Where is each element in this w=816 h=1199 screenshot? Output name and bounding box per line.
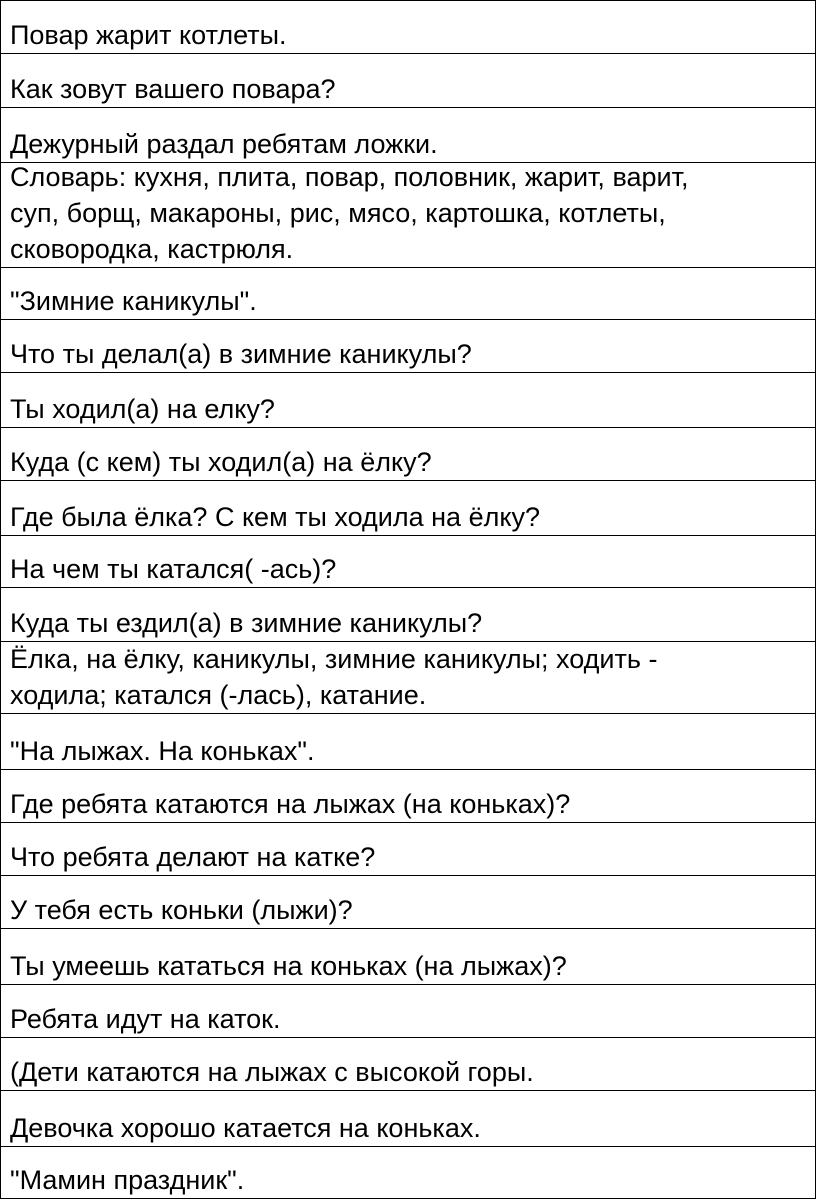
row-text: "Мамин праздник". <box>10 1165 245 1195</box>
table-row <box>1 54 815 108</box>
row-text: У тебя есть коньки (лыжи)? <box>10 895 353 925</box>
row-text: "Зимние каникулы". <box>10 286 257 316</box>
table-row <box>1 985 815 1038</box>
row-text: Ребята идут на каток. <box>10 1004 281 1034</box>
table-row <box>1 536 815 588</box>
table-row <box>1 642 815 714</box>
row-text: (Дети катаются на лыжах с высокой горы. <box>10 1057 534 1087</box>
table-row <box>1 770 815 823</box>
table-row <box>1 481 815 536</box>
table-row <box>1 1 815 54</box>
row-text: Где ребята катаются на лыжах (на коньках)? <box>10 789 571 819</box>
row-text: Ёлка, на ёлку, каникулы, зимние каникулы; ходить - <box>10 644 658 674</box>
row-text: ходила; катался (-лась), катание. <box>10 680 427 710</box>
row-text: Ты ходил(а) на елку? <box>10 394 275 424</box>
row-text: Что ребята делают на катке? <box>10 842 376 872</box>
table-row <box>1 163 815 268</box>
row-text: Что ты делал(а) в зимние каникулы? <box>10 339 472 369</box>
row-text: Повар жарит котлеты. <box>10 20 287 50</box>
row-text: На чем ты катался( -ась)? <box>10 554 337 584</box>
row-text: Девочка хорошо катается на коньках. <box>10 1113 481 1143</box>
table-row <box>1 1091 815 1147</box>
table-row <box>1 428 815 481</box>
table-row <box>1 588 815 642</box>
row-text: Словарь: кухня, плита, повар, половник, жарит, варит, <box>10 163 689 192</box>
row-text: "На лыжах. На коньках". <box>10 736 315 766</box>
row-text: Дежурный раздал ребятам ложки. <box>10 129 438 159</box>
table-row <box>1 108 815 163</box>
table-row <box>1 929 815 985</box>
row-text: сковородка, кастрюля. <box>10 234 294 264</box>
table-row <box>1 320 815 373</box>
row-text: Где была ёлка? С кем ты ходила на ёлку? <box>10 502 540 532</box>
row-text: Ты умеешь кататься на коньках (на лыжах)? <box>10 951 567 981</box>
table-row <box>1 876 815 929</box>
table-row <box>1 1147 815 1199</box>
row-text: суп, борщ, макароны, рис, мясо, картошка, котлеты, <box>10 198 666 228</box>
row-text: Куда (с кем) ты ходил(а) на ёлку? <box>10 447 432 477</box>
table-row <box>1 823 815 876</box>
table-row <box>1 1038 815 1091</box>
table-row <box>1 268 815 320</box>
table-row <box>1 714 815 770</box>
row-text: Как зовут вашего повара? <box>10 74 336 104</box>
table-row <box>1 373 815 428</box>
row-text: Куда ты ездил(а) в зимние каникулы? <box>10 608 483 638</box>
